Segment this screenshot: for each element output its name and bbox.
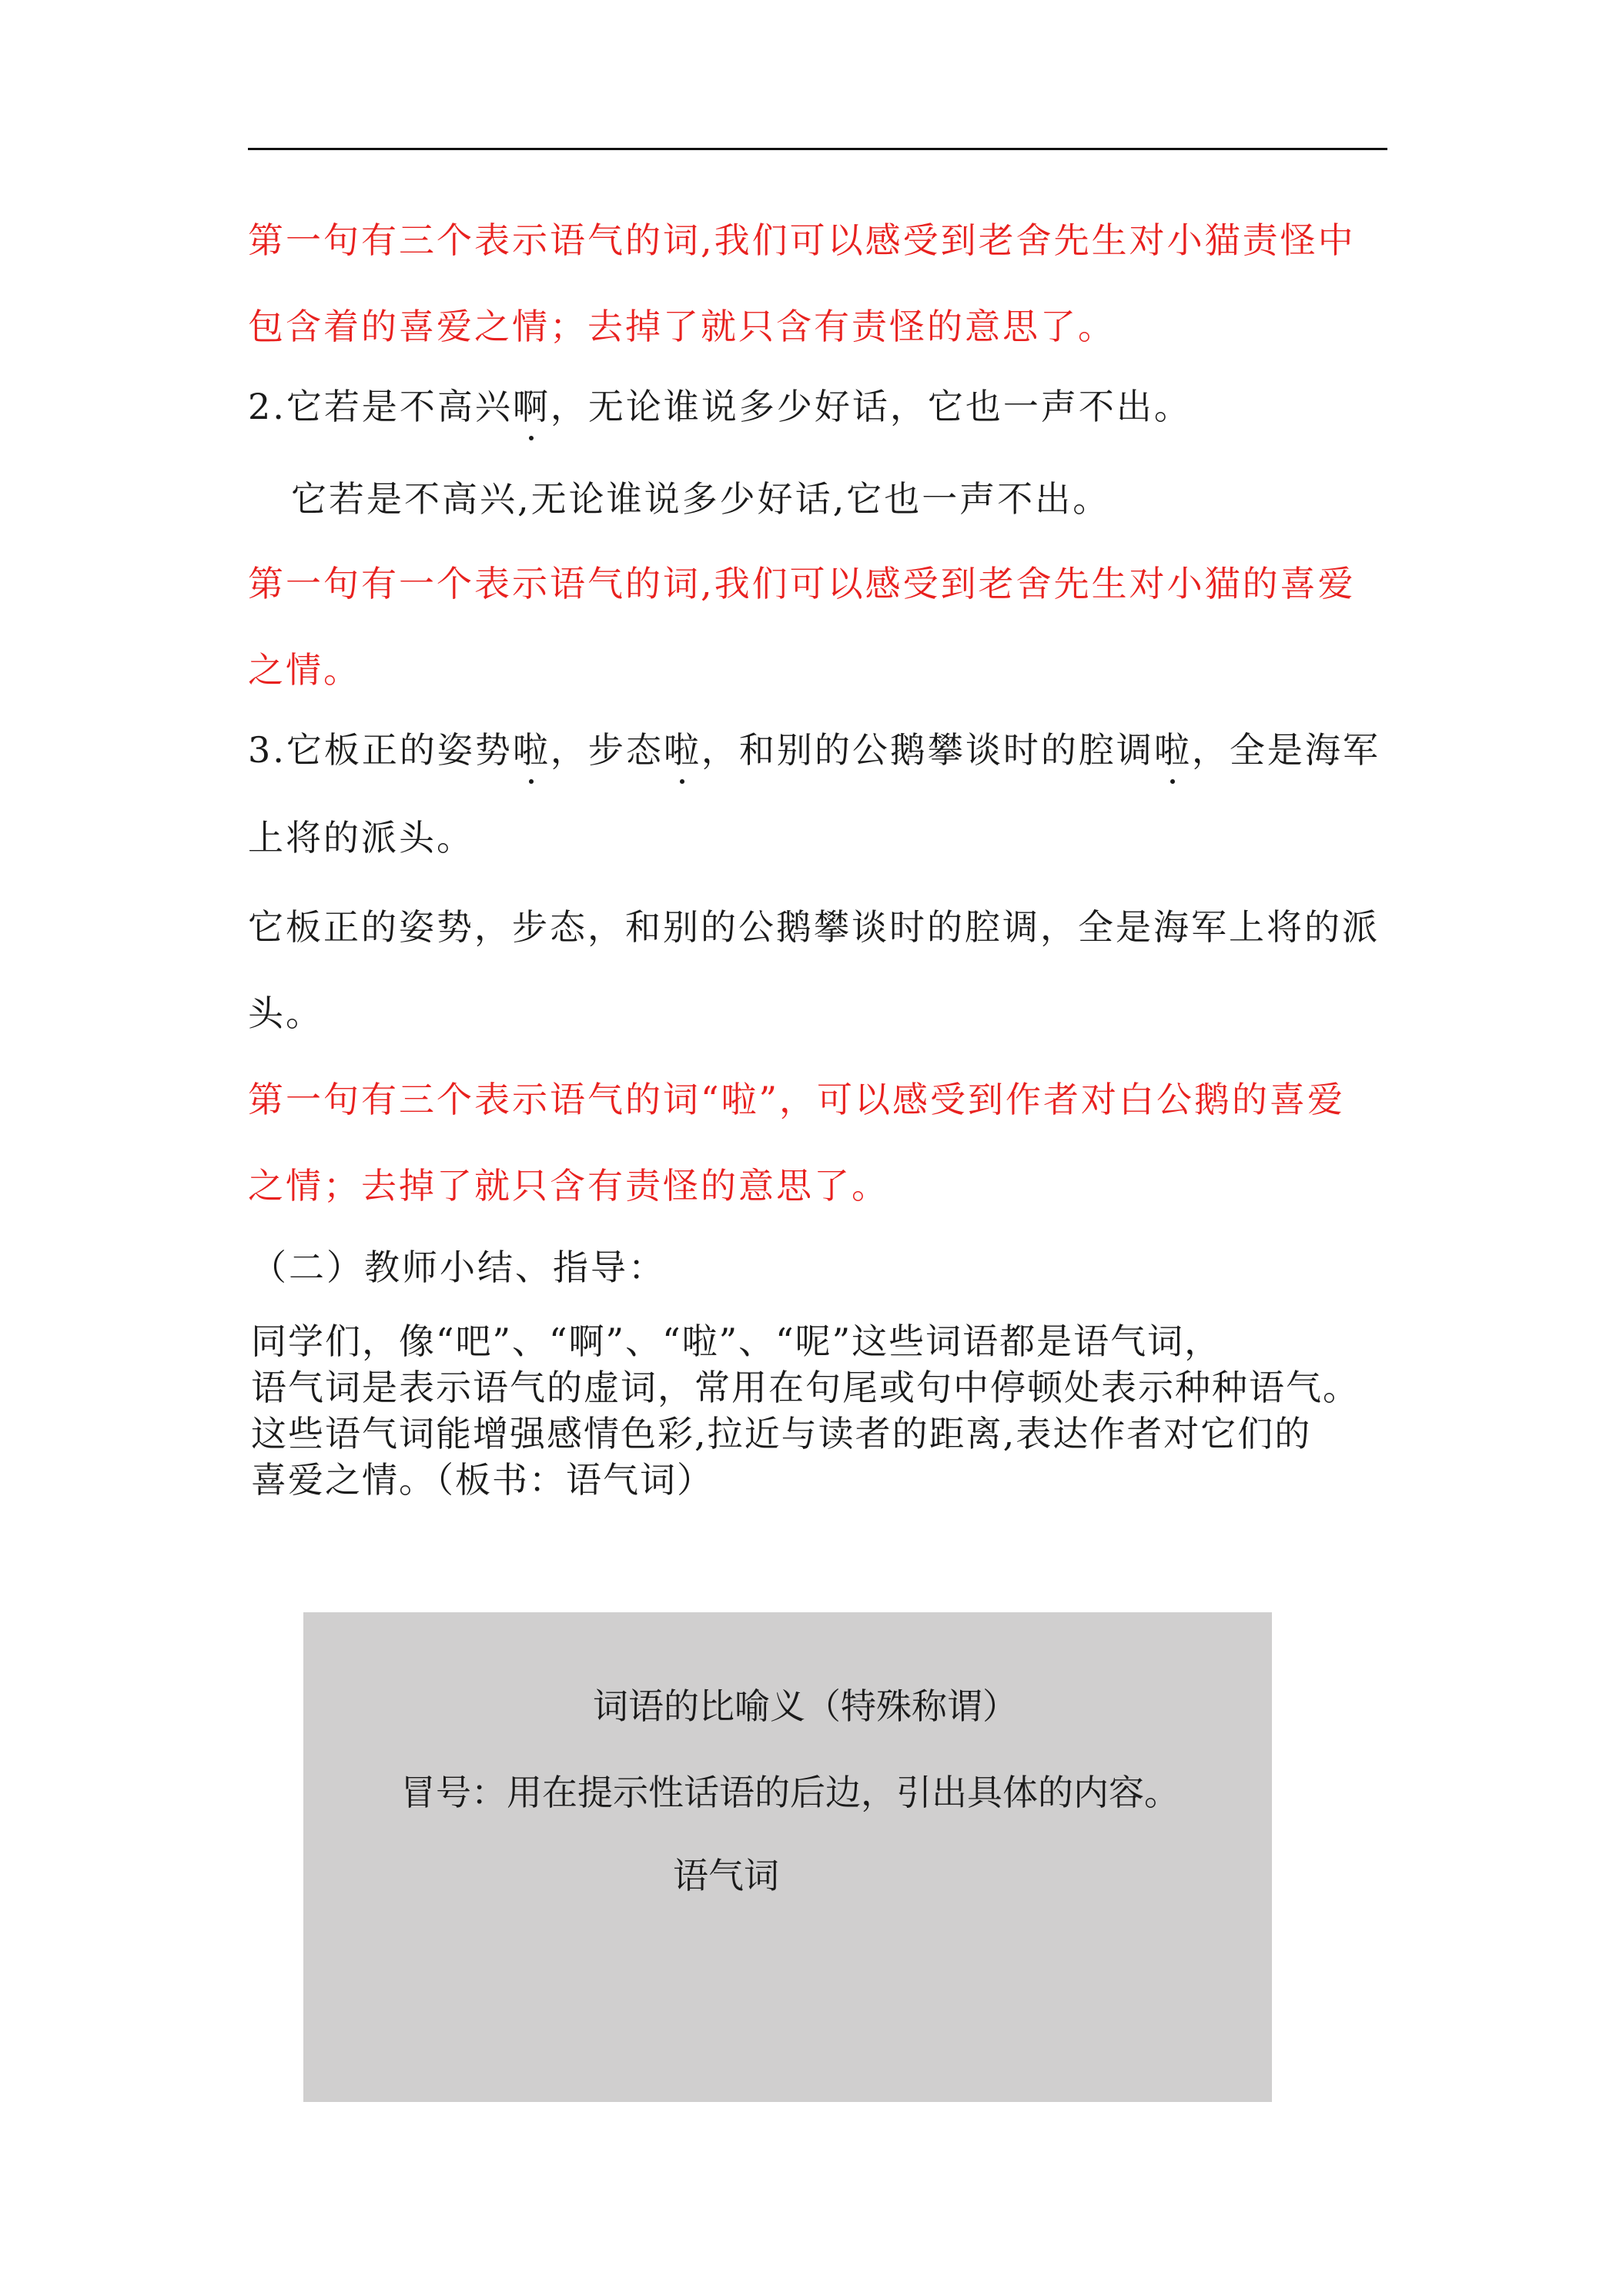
analysis-line-5: 第一句有三个表示语气的词“啦”，可以感受到作者对白公鹅的喜爱 [248, 1079, 1346, 1120]
board-line-3: 语气词 [673, 1855, 779, 1896]
analysis-line-4: 之情。 [248, 649, 361, 691]
example-3-sentence-cont: 上将的派头。 [248, 817, 474, 858]
example-3-without-particle: 它板正的姿势，步态，和别的公鹅攀谈时的腔调，全是海军上将的派 [248, 906, 1380, 948]
blackboard-box [303, 1612, 1272, 2102]
header-rule [248, 148, 1387, 150]
text-segment: 3.它板正的姿势 [248, 729, 513, 771]
board-line-1: 词语的比喻义（特殊称谓） [593, 1685, 1018, 1727]
text-segment: ，无论谁说多少好话，它也一声不出。 [550, 386, 1192, 427]
analysis-line-3: 第一句有一个表示语气的词,我们可以感受到老舍先生对小猫的喜爱 [248, 563, 1356, 604]
analysis-line-1: 第一句有三个表示语气的词,我们可以感受到老舍先生对小猫责怪中 [248, 219, 1356, 261]
teacher-summary [251, 1318, 1375, 1503]
emphasized-particle: 啦 [664, 727, 701, 773]
text-segment: ，和别的公鹅攀谈时的腔调 [701, 729, 1154, 771]
emphasized-particle: 啦 [1154, 727, 1192, 773]
summary-line: 喜爱之情。（板书：语气词） [251, 1459, 714, 1501]
analysis-line-6: 之情；去掉了就只含有责怪的意思了。 [248, 1165, 889, 1207]
summary-line: 同学们，像“吧”、“啊”、“啦”、“呢”这些词语都是语气词， [251, 1320, 1222, 1362]
text-segment: 2.它若是不高兴 [248, 386, 513, 427]
example-3-sentence [248, 727, 1395, 773]
example-2-sentence [248, 383, 1395, 430]
example-2-without-particle: 它若是不高兴,无论谁说多少好话,它也一声不出。 [291, 478, 1111, 520]
emphasized-particle: 啊 [513, 383, 550, 430]
summary-line: 这些语气词能增强感情色彩,拉近与读者的距离,表达作者对它们的 [251, 1413, 1312, 1454]
summary-line: 语气词是表示语气的虚词，常用在句尾或句中停顿处表示种种语气。 [251, 1367, 1360, 1408]
text-segment: ，步态 [550, 729, 664, 771]
board-line-2: 冒号：用在提示性话语的后边，引出具体的内容。 [400, 1772, 1180, 1813]
analysis-line-2: 包含着的喜爱之情；去掉了就只含有责怪的意思了。 [248, 306, 1116, 347]
section-heading: （二）教师小结、指导： [251, 1247, 666, 1288]
example-3-without-particle-cont: 头。 [248, 992, 323, 1034]
emphasized-particle: 啦 [513, 727, 550, 773]
text-segment: ，全是海军 [1191, 729, 1380, 771]
